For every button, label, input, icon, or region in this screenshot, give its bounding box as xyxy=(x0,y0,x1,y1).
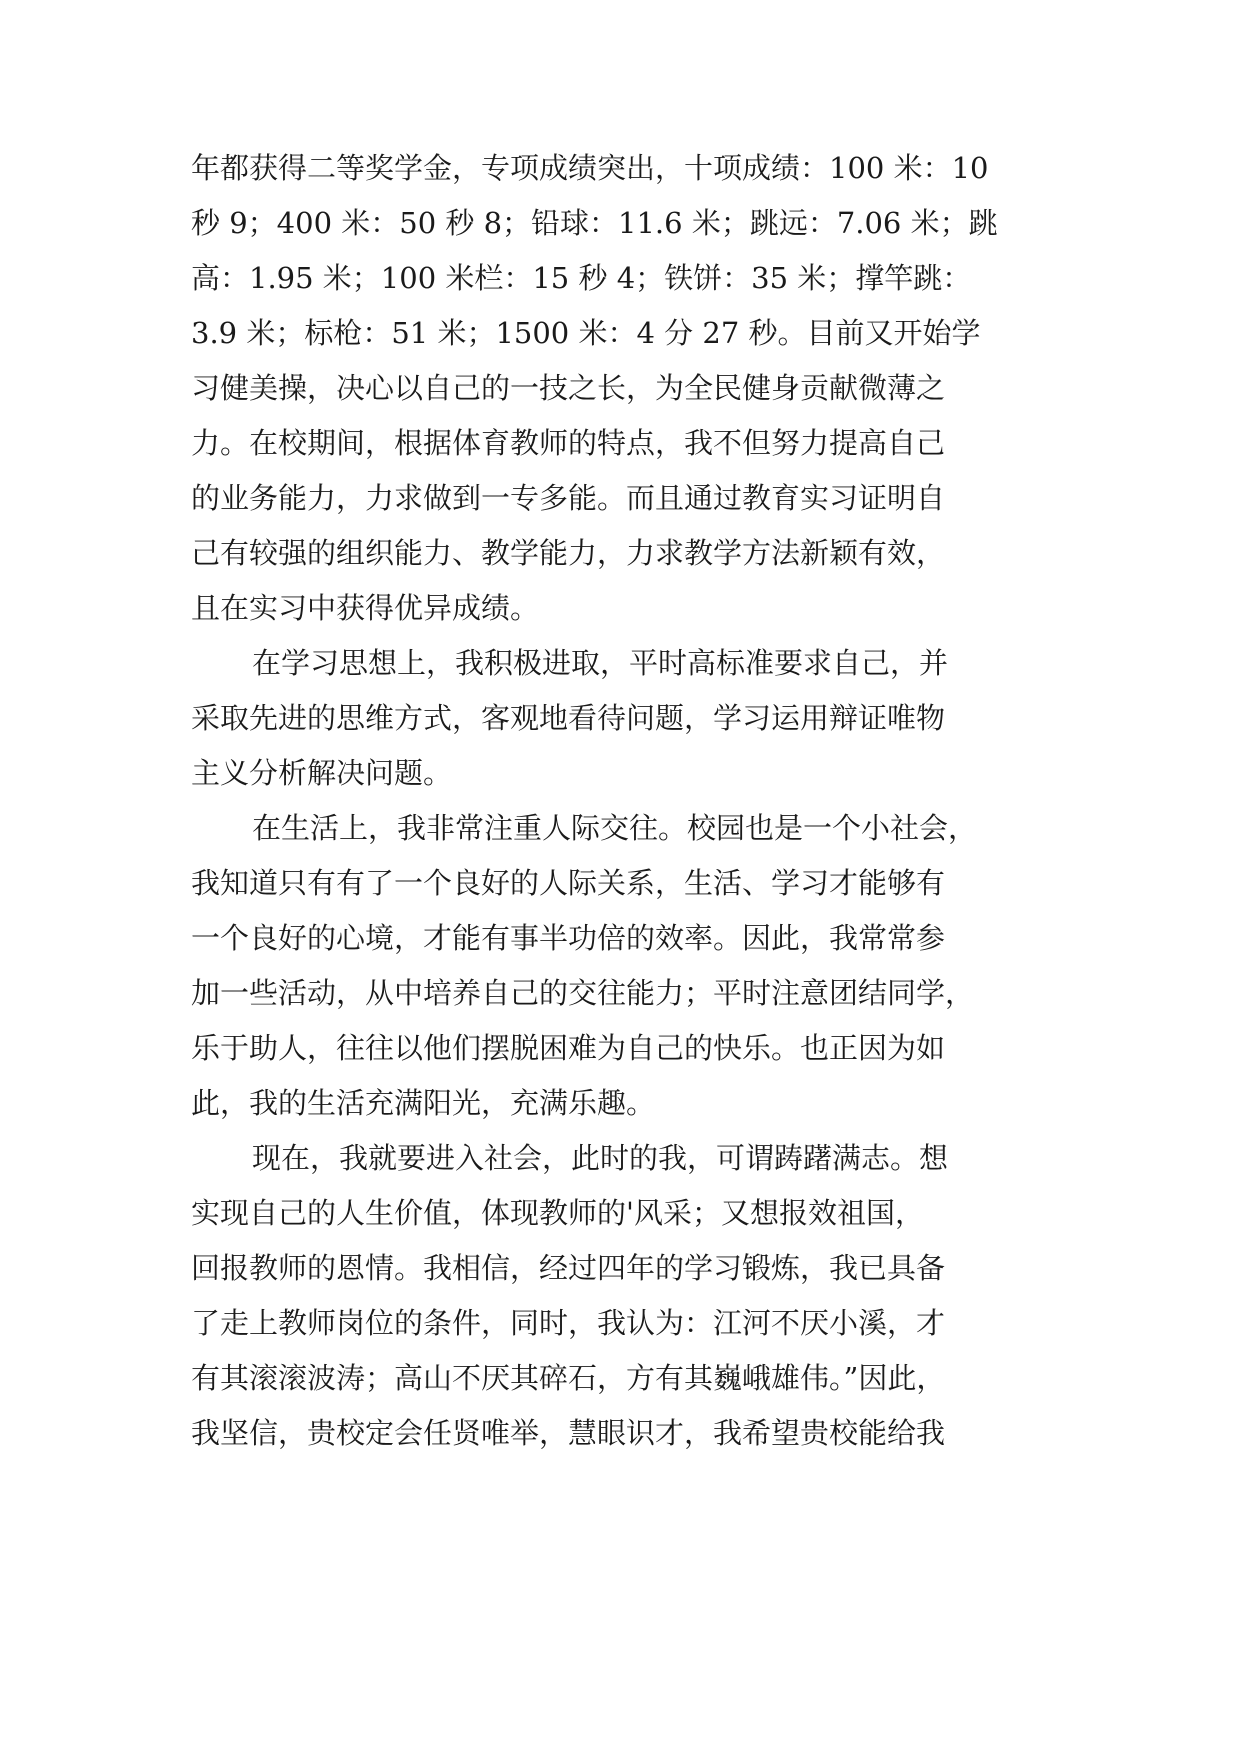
text-line: 秒 9；400 米：50 秒 8；铅球：11.6 米；跳远：7.06 米；跳 xyxy=(191,206,998,240)
text-line: 回报教师的恩情。我相信，经过四年的学习锻炼，我已具备 xyxy=(191,1251,946,1285)
text-line: 习健美操，决心以自己的一技之长，为全民健身贡献微薄之 xyxy=(191,371,946,405)
text-line: 乐于助人，往往以他们摆脱困难为自己的快乐。也正因为如 xyxy=(191,1031,946,1065)
text-line: 己有较强的组织能力、教学能力，力求教学方法新颖有效， xyxy=(191,536,946,570)
text-line: 我知道只有有了一个良好的人际关系，生活、学习才能够有 xyxy=(191,866,946,900)
text-line: 年都获得二等奖学金，专项成绩突出，十项成绩：100 米：10 xyxy=(191,151,989,185)
text-line: 主义分析解决问题。 xyxy=(191,756,453,790)
text-line: 一个良好的心境，才能有事半功倍的效率。因此，我常常参 xyxy=(191,921,946,955)
text-line: 高：1.95 米；100 米栏：15 秒 4；铁饼：35 米；撑竿跳： xyxy=(191,261,972,295)
text-line: 力。在校期间，根据体育教师的特点，我不但努力提高自己 xyxy=(191,426,946,460)
text-line: 加一些活动，从中培养自己的交往能力；平时注意团结同学， xyxy=(191,976,975,1010)
text-line: 我坚信，贵校定会任贤唯举，慧眼识才，我希望贵校能给我 xyxy=(191,1416,946,1450)
text-line: 有其滚滚波涛；高山不厌其碎石，方有其巍峨雄伟。”因此， xyxy=(191,1361,946,1395)
text-line: 此，我的生活充满阳光，充满乐趣。 xyxy=(191,1086,656,1120)
text-line: 采取先进的思维方式，客观地看待问题，学习运用辩证唯物 xyxy=(191,701,946,735)
paragraph-first-line: 在生活上，我非常注重人际交往。校园也是一个小社会， xyxy=(252,811,978,845)
paragraph-first-line: 现在，我就要进入社会，此时的我，可谓踌躇满志。想 xyxy=(252,1141,949,1175)
text-line: 实现自己的人生价值，体现教师的'风采；又想报效祖国， xyxy=(191,1196,924,1230)
text-line: 且在实习中获得优异成绩。 xyxy=(191,591,540,625)
text-line: 了走上教师岗位的条件，同时，我认为：江河不厌小溪，才 xyxy=(191,1306,946,1340)
text-line: 的业务能力，力求做到一专多能。而且通过教育实习证明自 xyxy=(191,481,946,515)
text-line: 3.9 米；标枪：51 米；1500 米：4 分 27 秒。目前又开始学 xyxy=(191,316,981,350)
paragraph-first-line: 在学习思想上，我积极进取，平时高标准要求自己，并 xyxy=(252,646,949,680)
